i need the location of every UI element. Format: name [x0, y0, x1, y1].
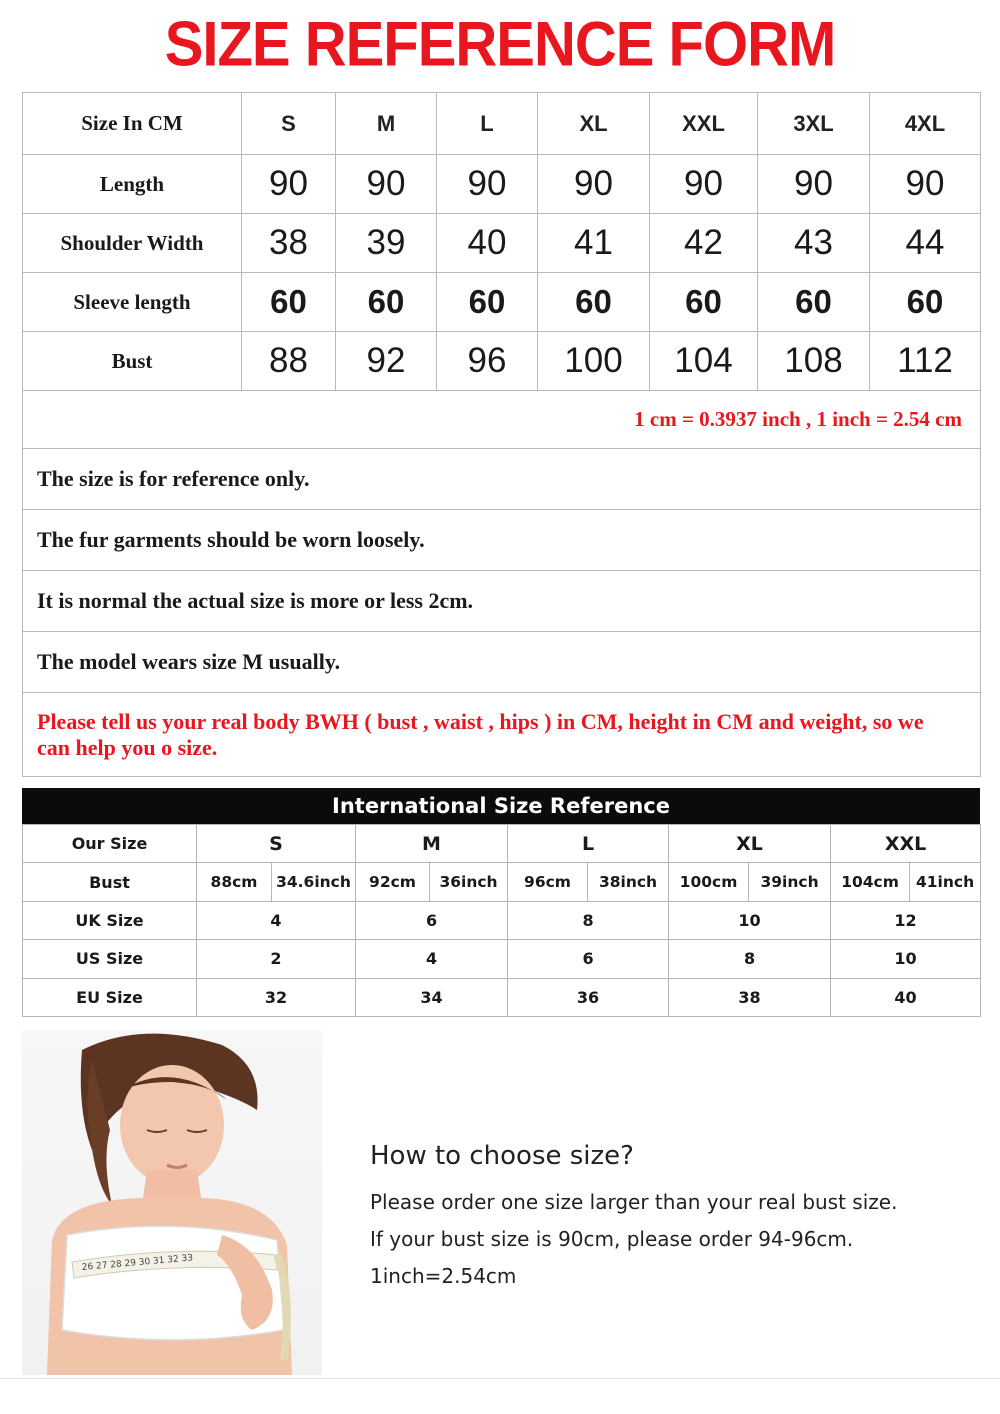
uk-size-value: 8: [508, 901, 669, 939]
note-row: [23, 571, 981, 632]
intl-size-s: S: [197, 825, 356, 863]
eu-size-value: 40: [831, 978, 981, 1016]
bust-cm: 104cm: [831, 863, 910, 901]
note-text: The model wears size M usually.: [37, 649, 341, 674]
intl-size-xl: XL: [669, 825, 831, 863]
bust-inch: 34.6inch: [272, 863, 356, 901]
sleeve-value: 60: [758, 273, 870, 332]
length-value: 90: [650, 155, 758, 214]
bust-inch: 38inch: [588, 863, 669, 901]
bottom-divider: [0, 1378, 1000, 1379]
bust-cm: 96cm: [508, 863, 588, 901]
sleeve-value: 60: [538, 273, 650, 332]
bust-inch: 39inch: [749, 863, 831, 901]
us-size-value: 6: [508, 940, 669, 978]
size-head-xl: XL: [538, 93, 650, 155]
size-reference-table: [22, 92, 981, 777]
eu-size-value: 32: [197, 978, 356, 1016]
page-title: SIZE REFERENCE FORM: [164, 9, 836, 80]
bust-cm: 88cm: [197, 863, 272, 901]
length-value: 90: [336, 155, 437, 214]
size-head-3xl: 3XL: [758, 93, 870, 155]
size-head-xxl: XXL: [650, 93, 758, 155]
shoulder-value: 42: [650, 214, 758, 273]
intl-size-xxl: XXL: [831, 825, 981, 863]
bust-cm: 100cm: [669, 863, 749, 901]
sleeve-value: 60: [336, 273, 437, 332]
sleeve-value: 60: [242, 273, 336, 332]
bust-inch: 41inch: [910, 863, 981, 901]
size-header-row: [23, 93, 981, 155]
how-to-line: 1inch=2.54cm: [370, 1264, 517, 1288]
international-size-title: International Size Reference: [22, 788, 980, 824]
eu-size-value: 36: [508, 978, 669, 1016]
shoulder-value: 40: [437, 214, 538, 273]
tape-numbers: 26 27 28 29 30 31 32 33: [81, 1253, 194, 1273]
measurement-illustration: [22, 1030, 322, 1375]
us-size-row: [23, 940, 981, 978]
our-size-label: Our Size: [23, 825, 197, 863]
length-value: 90: [242, 155, 336, 214]
shoulder-width-row: [23, 214, 981, 273]
international-size-table: [22, 824, 981, 1017]
bust-cm: 92cm: [356, 863, 430, 901]
eu-size-value: 34: [356, 978, 508, 1016]
length-row: [23, 155, 981, 214]
uk-size-row: [23, 901, 981, 939]
how-to-line: Please order one size larger than your real bust size.: [370, 1190, 898, 1214]
shoulder-value: 38: [242, 214, 336, 273]
how-to-choose-section: [370, 1138, 970, 1295]
note-row: [23, 632, 981, 693]
size-in-cm-label: Size In CM: [23, 93, 242, 155]
bust-value: 88: [242, 332, 336, 391]
eu-size-label: EU Size: [23, 978, 197, 1016]
uk-size-label: UK Size: [23, 901, 197, 939]
row-label: Length: [23, 155, 242, 214]
shoulder-value: 44: [870, 214, 981, 273]
size-head-4xl: 4XL: [870, 93, 981, 155]
us-size-value: 2: [197, 940, 356, 978]
size-head-s: S: [242, 93, 336, 155]
conversion-note: 1 cm = 0.3937 inch , 1 inch = 2.54 cm: [634, 407, 962, 431]
how-to-choose-title: How to choose size?: [370, 1141, 634, 1171]
length-value: 90: [437, 155, 538, 214]
bust-value: 96: [437, 332, 538, 391]
length-value: 90: [758, 155, 870, 214]
bust-value: 92: [336, 332, 437, 391]
bust-measurement-photo: [22, 1030, 322, 1375]
bust-value: 104: [650, 332, 758, 391]
how-to-line: If your bust size is 90cm, please order 94-96cm.: [370, 1227, 854, 1251]
bust-value: 112: [870, 332, 981, 391]
us-size-value: 8: [669, 940, 831, 978]
row-label: Bust: [23, 332, 242, 391]
request-row: [23, 693, 981, 777]
us-size-label: US Size: [23, 940, 197, 978]
uk-size-value: 6: [356, 901, 508, 939]
note-row: [23, 510, 981, 571]
bust-value: 108: [758, 332, 870, 391]
request-text: Please tell us your real body BWH ( bust , waist , hips ) in CM, height in CM and weight, so we can help you o size.: [37, 708, 924, 760]
size-head-l: L: [437, 93, 538, 155]
bust-label: Bust: [23, 863, 197, 901]
intl-size-m: M: [356, 825, 508, 863]
intl-header-row: [23, 825, 981, 863]
eu-size-row: [23, 978, 981, 1016]
sleeve-value: 60: [870, 273, 981, 332]
shoulder-value: 39: [336, 214, 437, 273]
note-text: It is normal the actual size is more or less 2cm.: [37, 588, 474, 613]
eu-size-value: 38: [669, 978, 831, 1016]
uk-size-value: 12: [831, 901, 981, 939]
bust-row: [23, 332, 981, 391]
row-label: Sleeve length: [23, 273, 242, 332]
intl-bust-row: [23, 863, 981, 901]
shoulder-value: 43: [758, 214, 870, 273]
length-value: 90: [538, 155, 650, 214]
note-row: [23, 449, 981, 510]
us-size-value: 4: [356, 940, 508, 978]
uk-size-value: 10: [669, 901, 831, 939]
sleeve-value: 60: [437, 273, 538, 332]
bust-value: 100: [538, 332, 650, 391]
length-value: 90: [870, 155, 981, 214]
row-label: Shoulder Width: [23, 214, 242, 273]
us-size-value: 10: [831, 940, 981, 978]
bust-inch: 36inch: [430, 863, 508, 901]
conversion-row: [23, 391, 981, 449]
sleeve-length-row: [23, 273, 981, 332]
note-text: The fur garments should be worn loosely.: [37, 527, 425, 552]
intl-size-l: L: [508, 825, 669, 863]
uk-size-value: 4: [197, 901, 356, 939]
shoulder-value: 41: [538, 214, 650, 273]
size-head-m: M: [336, 93, 437, 155]
sleeve-value: 60: [650, 273, 758, 332]
note-text: The size is for reference only.: [37, 466, 310, 491]
